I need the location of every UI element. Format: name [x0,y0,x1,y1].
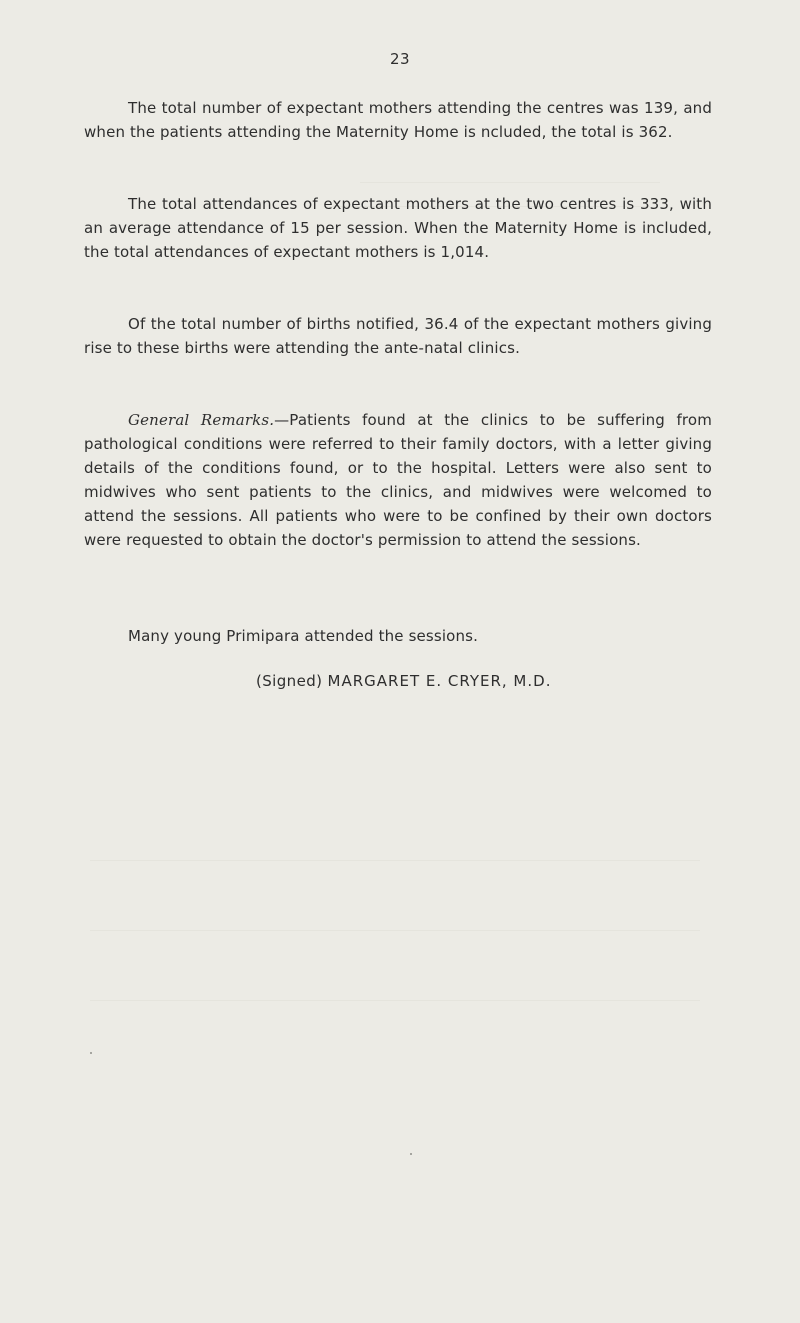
signature-name: MARGARET E. CRYER, M.D. [327,672,552,690]
general-remarks-heading: General Remarks. [128,411,275,429]
signature-line [256,672,551,690]
show-through-line [360,182,660,183]
paragraph-text: Of the total number of births notified, 36.4 of the expectant mothers giving rise to these births were attending the ante-natal clinics. [84,315,712,357]
show-through-line [330,206,650,207]
paper-speck [410,1153,412,1155]
paragraph-total-expectant-mothers [84,96,712,144]
paragraph-total-attendances [84,192,712,264]
paragraph-text: The total number of expectant mothers attending the centres was 139, and when the patients attending the Maternity Home is ncluded, the total is 362. [84,99,712,141]
paragraph-text: Many young Primipara attended the sessions. [128,627,479,645]
paragraph-text: —Patients found at the clinics to be suffering from pathological conditions were referred to their family doctors, with a letter giving details of the conditions found, or to the hospital. Letters were also sent to midwives who sent patients to the clinics, and midwives were welcomed to attend the sessions. All patients who were to be confined by their own doctors were requested to obtain the doctor's permission to attend the sessions. [84,411,713,549]
show-through-line [90,1000,700,1001]
paragraph-births-notified [84,312,712,360]
paper-speck [90,1052,92,1054]
paragraph-primipara [84,624,712,648]
show-through-line [90,860,700,861]
page-number: 23 [389,50,411,68]
signature-prefix: (Signed) [256,672,323,690]
show-through-line [90,930,700,931]
paragraph-general-remarks [84,408,712,552]
paragraph-text: The total attendances of expectant mothers at the two centres is 333, with an average attendance of 15 per session. When the Maternity Home is included, the total attendances of expectant mothers is 1,014. [84,195,712,261]
